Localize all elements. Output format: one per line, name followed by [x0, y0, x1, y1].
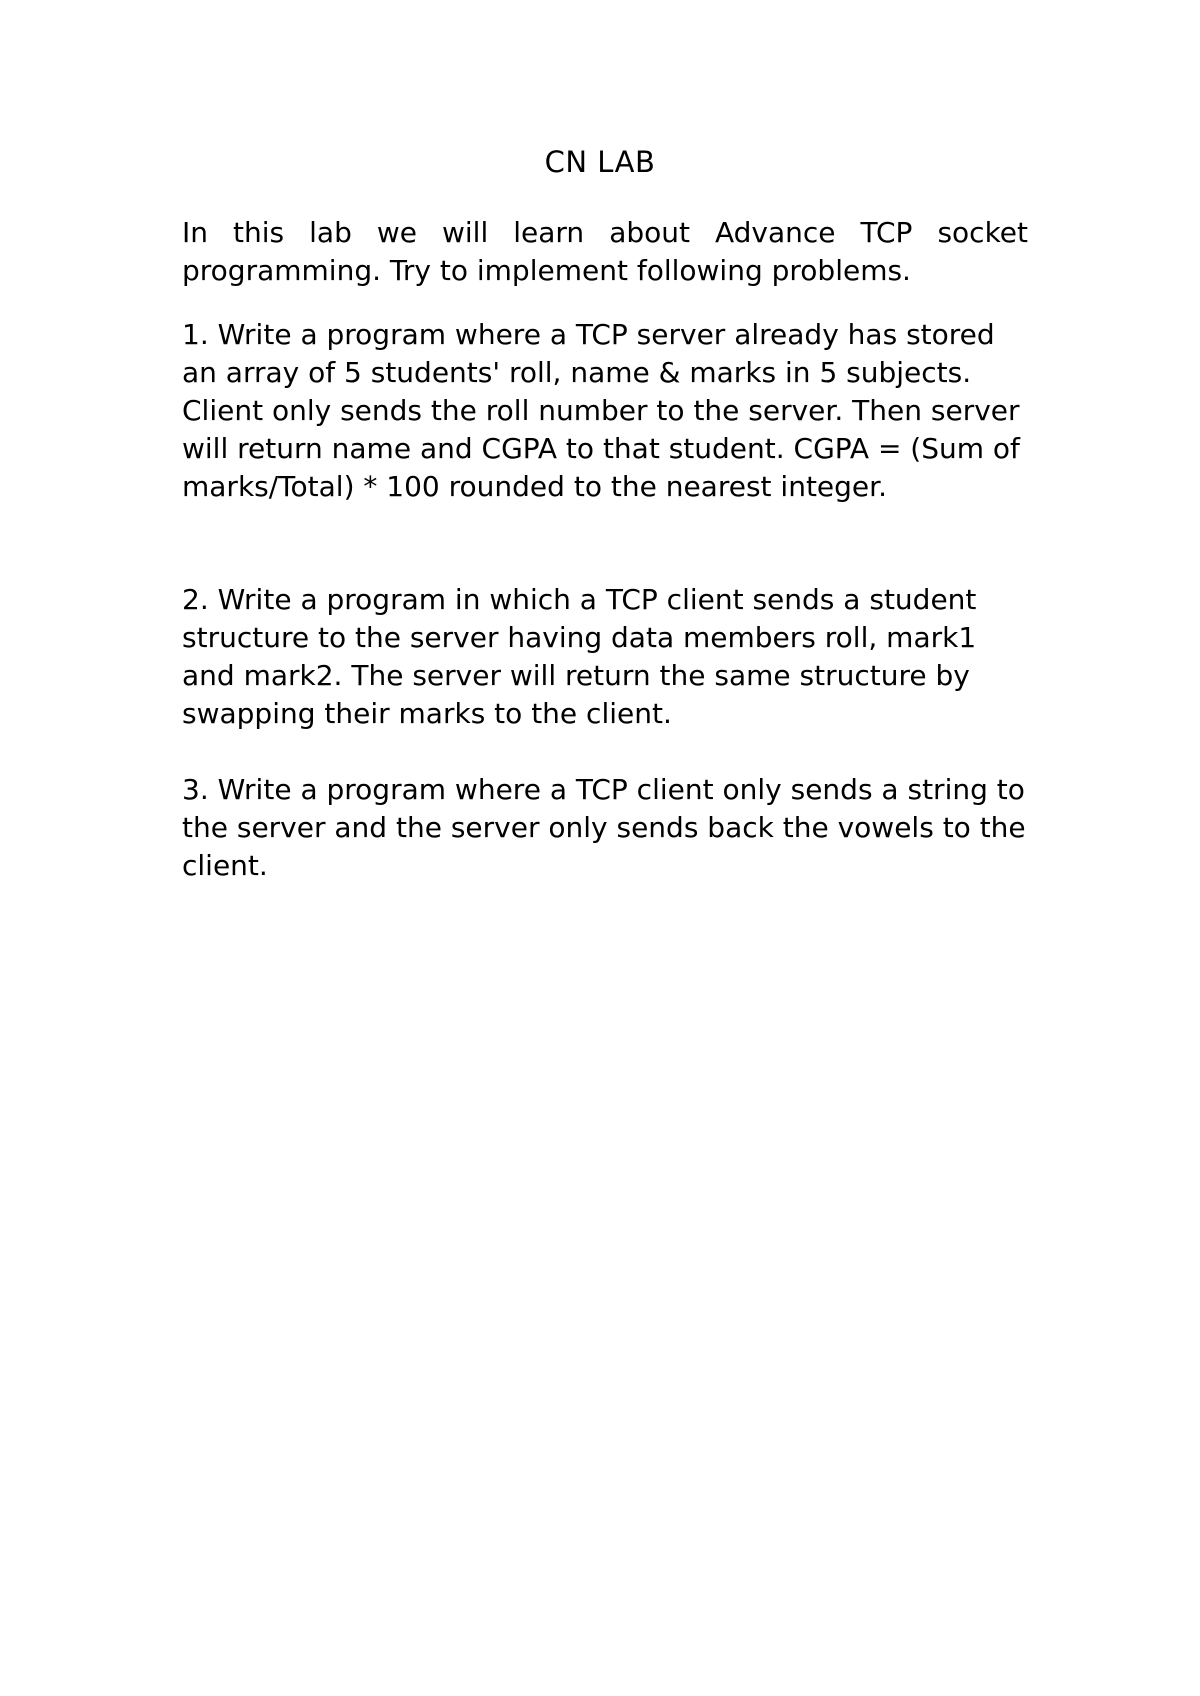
intro-paragraph: [182, 214, 1028, 290]
problem-2: 2. Write a program in which a TCP client sends a student structure to the server having data members roll, mark1 and mark2. The server will return the same structure by swapping their marks to the client.: [182, 583, 977, 730]
problem-1: 1. Write a program where a TCP server already has stored an array of 5 students' roll, name & marks in 5 subjects. Client only sends the roll number to the server. Then server will return name and CGPA to that student. CGPA = (Sum of marks/Total) * 100 rounded to the nearest integer.: [182, 318, 1020, 503]
intro-line-2: programming. Try to implement following problems.: [182, 254, 911, 287]
intro-line-1: In this lab we will learn about Advance TCP socket: [182, 216, 1028, 249]
page-title: CN LAB: [544, 145, 656, 179]
problem-3: 3. Write a program where a TCP client only sends a string to the server and the server only sends back the vowels to the client.: [182, 773, 1026, 882]
